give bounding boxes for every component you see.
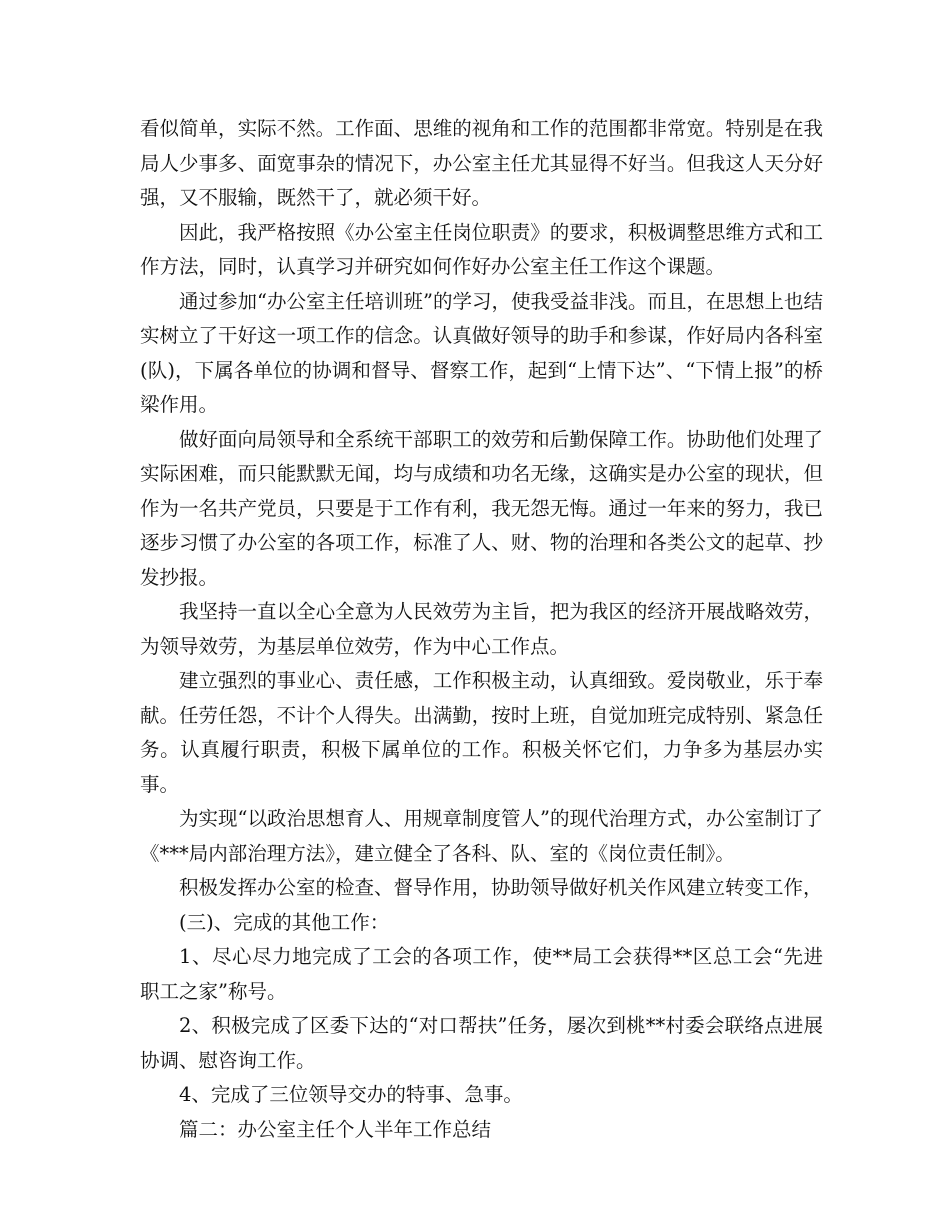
paragraph: 积极发挥办公室的检查、督导作用，协助领导做好机关作风建立转变工作， [179,876,823,899]
paragraph: 为实现“以政治思想育人、用规章制度管人”的现代治理方式，办公室制订了《***局内部治理方法》，建立健全了各科、队、室的《岗位责任制》。 [140,807,823,865]
list-item: 4、完成了三位领导交办的特事、急事。 [179,1083,523,1106]
paragraph-continuation: 看似简单，实际不然。工作面、思维的视角和工作的范围都非常宽。特别是在我局人少事多、面宽事杂的情况下，办公室主任尤其显得不好当。但我这人天分好强，又不服输，既然干了，就必须干好。 [140,117,823,209]
paragraph: 做好面向局领导和全系统干部职工的效劳和后勤保障工作。协助他们处理了实际困难，而只能默默无闻，均与成绩和功名无缘，这确实是办公室的现状，但作为一名共产党员，只要是于工作有利，我无怨无悔。通过一年来的努力，我已逐步习惯了办公室的各项工作，标准了人、财、物的治理和各类公文的起草、抄发抄报。 [140,427,823,589]
section-heading: (三)、完成的其他工作： [179,910,390,934]
list-item: 2、积极完成了区委下达的“对口帮扶”任务，屡次到桃**村委会联络点进展协调、慰咨询工作。 [140,1014,823,1072]
paragraph: 建立强烈的事业心、责任感，工作积极主动，认真细致。爱岗敬业，乐于奉献。任劳任怨，不计个人得失。出满勤，按时上班，自觉加班完成特别、紧急任务。认真履行职责，积极下属单位的工作。积极关怀它们，力争多为基层办实事。 [140,669,823,796]
list-item: 1、尽心尽力地完成了工会的各项工作，使**局工会获得**区总工会“先进职工之家”称号。 [140,945,823,1003]
paragraph: 通过参加“办公室主任培训班”的学习，使我受益非浅。而且，在思想上也结实树立了干好这一项工作的信念。认真做好领导的助手和参谋，作好局内各科室(队)，下属各单位的协调和督导、督察工作，起到“上情下达”、“下情上报”的桥梁作用。 [140,289,823,416]
paragraph: 因此，我严格按照《办公室主任岗位职责》的要求，积极调整思维方式和工作方法，同时，认真学习并研究如何作好办公室主任工作这个课题。 [140,220,823,278]
document-body [140,112,823,1147]
chapter-heading: 篇二：办公室主任个人半年工作总结 [179,1117,492,1141]
paragraph: 我坚持一直以全心全意为人民效劳为主旨，把为我区的经济开展战略效劳，为领导效劳，为基层单位效劳，作为中心工作点。 [140,600,823,658]
